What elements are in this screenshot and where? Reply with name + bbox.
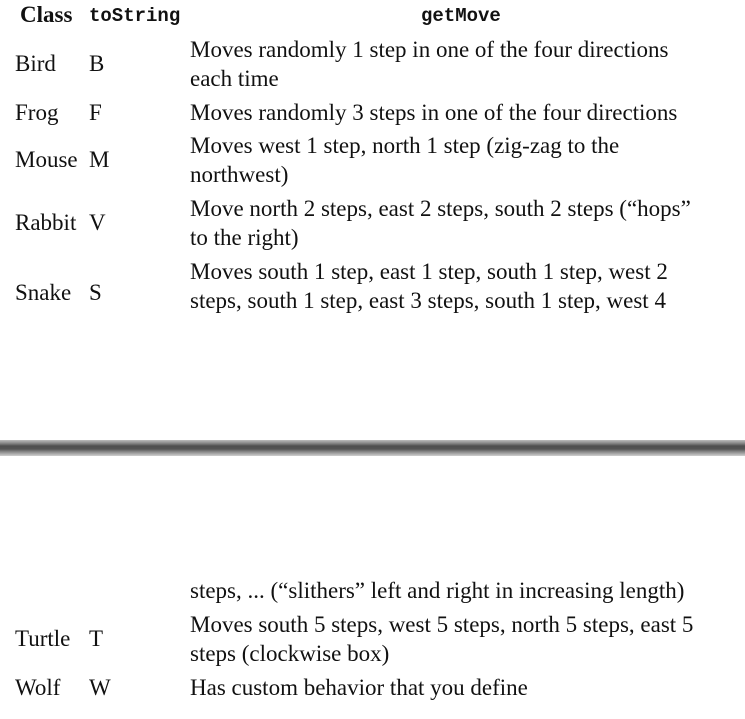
move-line: to the right) <box>190 225 299 250</box>
tostring-value: B <box>89 51 105 76</box>
tostring-value: F <box>89 100 102 125</box>
class-name: Frog <box>15 100 59 125</box>
class-name: Turtle <box>15 626 71 651</box>
move-line: Moves south 1 step, east 1 step, south 1 step, west 2 <box>190 259 668 284</box>
move-line: northwest) <box>190 162 289 187</box>
header-tostring: toString <box>89 5 181 27</box>
move-description <box>190 610 745 668</box>
move-line: steps (clockwise box) <box>190 641 390 666</box>
class-name: Wolf <box>15 675 61 700</box>
move-description-continued <box>190 576 745 605</box>
class-name: Snake <box>15 280 72 305</box>
move-line: each time <box>190 66 279 91</box>
move-description <box>190 673 745 702</box>
tostring-value: W <box>89 675 111 700</box>
header-getmove: getMove <box>421 5 501 27</box>
header-class: Class <box>20 2 73 27</box>
class-name: Bird <box>15 51 56 76</box>
tostring-value: M <box>89 147 110 172</box>
class-name: Mouse <box>15 147 78 172</box>
tostring-value: S <box>89 280 102 305</box>
page-break-divider <box>0 440 745 456</box>
class-name: Rabbit <box>15 210 77 235</box>
move-line: Moves south 5 steps, west 5 steps, north 5 steps, east 5 <box>190 612 694 637</box>
move-description <box>190 98 745 127</box>
move-line: steps, ... (“slithers” left and right in increasing length) <box>190 578 685 603</box>
tostring-value: V <box>89 210 106 235</box>
move-line: Has custom behavior that you define <box>190 675 528 700</box>
tostring-value: T <box>89 626 104 651</box>
move-line: Moves randomly 3 steps in one of the four directions <box>190 100 678 125</box>
move-line: Moves randomly 1 step in one of the four directions <box>190 37 669 62</box>
move-line: steps, south 1 step, east 3 steps, south 1 step, west 4 <box>190 288 666 313</box>
move-description <box>190 131 745 189</box>
move-description <box>190 35 745 93</box>
move-description <box>190 257 745 315</box>
move-line: Moves west 1 step, north 1 step (zig-zag to the <box>190 133 620 158</box>
move-description <box>190 194 745 252</box>
move-line: Move north 2 steps, east 2 steps, south 2 steps (“hops” <box>190 196 691 221</box>
